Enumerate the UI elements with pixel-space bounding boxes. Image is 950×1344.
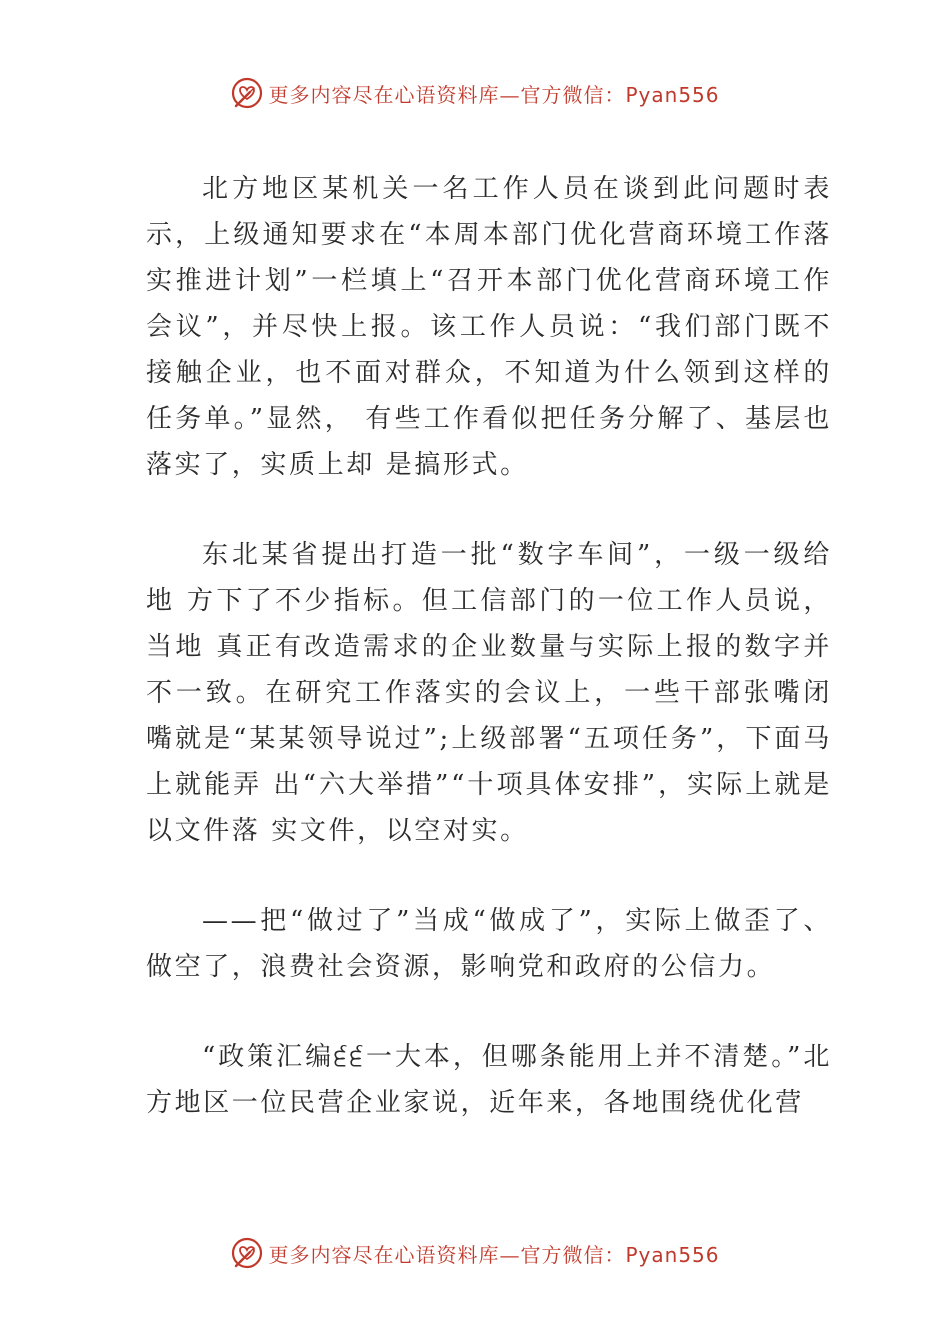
paragraph-2: 东北某省提出打造一批“数字车间”，一级一级给地 方下了不少指标。但工信部门的一位工作人员说，当地 真正有改造需求的企业数量与实际上报的数字并不一致。在研究工作落实的会议上，一些干部张嘴闭嘴就是“某某领导说过”;上级部署“五项任务”，下面马上就能弄 出“六大举措”“十项具体安排”，实际上就是以文件落 实文件，以空对实。 <box>146 540 832 846</box>
footer-banner-text <box>268 1239 719 1268</box>
header-wechat-id: Pyan556 <box>625 82 720 107</box>
footer-banner-label: 更多内容尽在心语资料库—官方微信： <box>268 1242 626 1267</box>
paragraph-3: ——把“做过了”当成“做成了”，实际上做歪了、做空了，浪费社会资源，影响党和政府的公信力。 <box>146 906 832 982</box>
pen-heart-logo-icon <box>230 76 264 110</box>
header-banner-text <box>268 79 719 108</box>
paragraph-1: 北方地区某机关一名工作人员在谈到此问题时表示，上级通知要求在“本周本部门优化营商环境工作落实推进计划”一栏填上“召开本部门优化营商环境工作会议”，并尽快上报。该工作人员说：“我们部门既不接触企业，也不面对群众，不知道为什么领到这样的任务单。”显然， 有些工作看似把任务分解了、基层也落实了，实质上却 是搞形式。 <box>146 174 833 480</box>
paragraph-4: “政策汇编੬੬一大本，但哪条能用上并不清楚。”北方地区一位民营企业家说，近年来，各地围绕优化营 <box>146 1042 832 1118</box>
header-banner-label: 更多内容尽在心语资料库—官方微信： <box>268 82 626 107</box>
pen-heart-logo-icon <box>230 1236 264 1270</box>
header-banner <box>0 68 950 118</box>
footer-banner <box>0 1228 950 1278</box>
document-body <box>146 166 832 1170</box>
footer-wechat-id: Pyan556 <box>625 1242 720 1267</box>
